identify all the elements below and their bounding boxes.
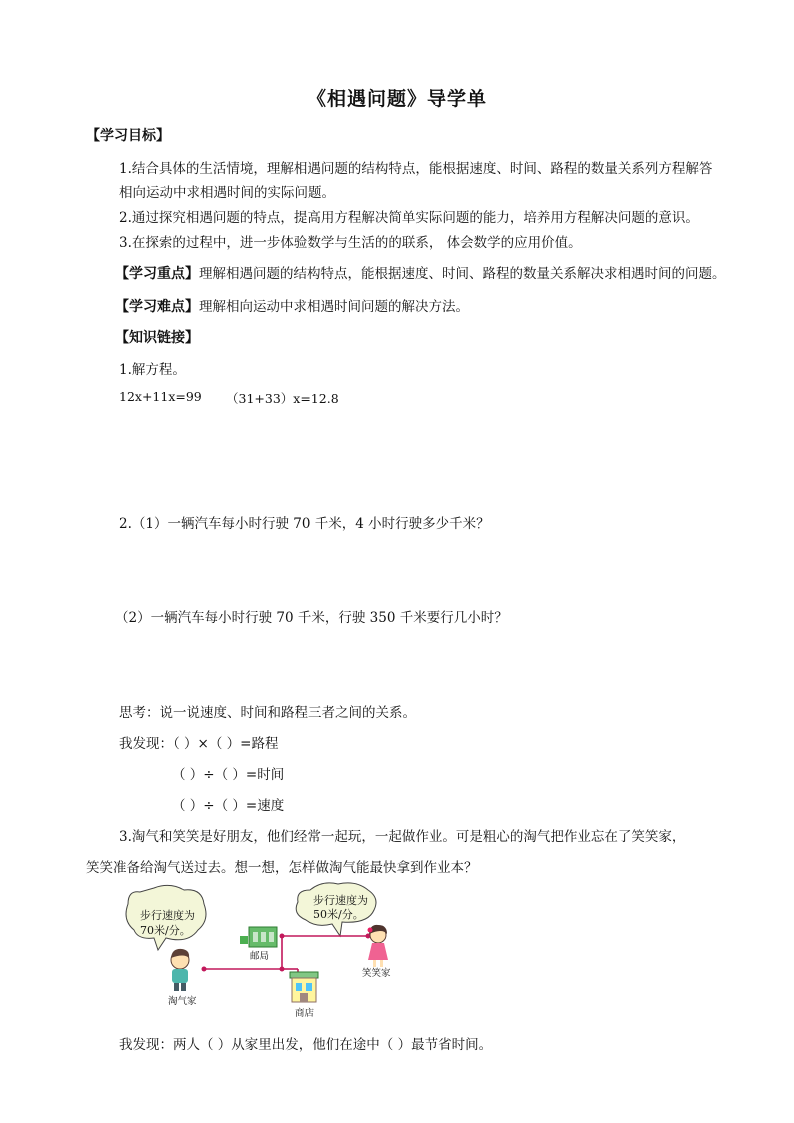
objective-1-line-1: 1.结合具体的生活情境，理解相遇问题的结构特点，能根据速度、时间、路程的数量关系列方程解答 [119,161,713,177]
question-2-1: 2.（1）一辆汽车每小时行驶 70 千米，4 小时行驶多少千米？ [119,516,490,532]
bubble-left-line-2: 70米/分。 [140,924,191,937]
label-xiaoxiao-home: 笑笑家 [362,968,391,979]
post-office-icon [240,927,277,947]
boy-taoqi-icon [171,949,189,991]
difficult-point-heading: 【学习难点】 [115,299,199,315]
question-2-2: （2）一辆汽车每小时行驶 70 千米，行驶 350 千米要行几小时？ [115,610,508,626]
key-point [115,262,726,283]
taoqi-home-point [202,967,207,972]
junction-point [280,967,285,972]
equation-1: 12x+11x=99 [119,389,202,404]
bubble-right-line-1: 步行速度为 [313,894,368,907]
key-point-text: 理解相遇问题的结构特点，能根据速度、时间、路程的数量关系解决求相遇时间的问题。 [199,266,726,282]
difficult-point-text: 理解相向运动中求相遇时间问题的解决方法。 [199,299,469,315]
question-3-line-1: 3.淘气和笑笑是好朋友，他们经常一起玩，一起做作业。可是粗心的淘气把作业忘在了笑笑家， [119,829,686,845]
shop-icon [290,972,318,1002]
think-prompt: 思考：说一说速度、时间和路程三者之间的关系。 [119,705,416,721]
post-office-point [280,934,285,939]
girl-xiaoxiao-icon [368,925,389,967]
question-3-line-2: 笑笑准备给淘气送过去。想一想，怎样做淘气能最快拿到作业本？ [86,860,478,876]
key-point-heading: 【学习重点】 [115,266,199,282]
label-taoqi-home: 淘气家 [168,996,197,1007]
question-1-title: 1.解方程。 [119,362,186,378]
page-title: 《相遇问题》导学单 [306,88,487,110]
objectives-heading: 【学习目标】 [86,128,170,144]
final-finding: 我发现：两人（ ）从家里出发，他们在途中（ ）最节省时间。 [119,1037,493,1053]
bubble-right-line-2: 50米/分。 [313,908,364,921]
equation-2: （31+33）x=12.8 [226,391,339,406]
knowledge-heading: 【知识链接】 [115,330,199,346]
objective-3: 3.在探索的过程中，进一步体验数学与生活的的联系， 体会数学的应用价值。 [119,235,582,251]
route-illustration [110,880,440,1025]
finding-distance: 我发现：（ ）×（ ）=路程 [119,736,279,752]
bubble-left-line-1: 步行速度为 [140,909,195,922]
route-lines [204,936,368,980]
label-post-office: 邮局 [250,951,270,962]
label-shop: 商店 [295,1008,315,1019]
finding-time: （ ）÷（ ）=时间 [172,767,285,783]
objective-1-line-2: 相向运动中求相遇时间的实际问题。 [119,185,335,201]
difficult-point [115,295,469,316]
objective-2: 2.通过探究相遇问题的特点，提高用方程解决简单实际问题的能力，培养用方程解决问题的意识。 [119,210,699,226]
finding-speed: （ ）÷（ ）=速度 [172,798,285,814]
